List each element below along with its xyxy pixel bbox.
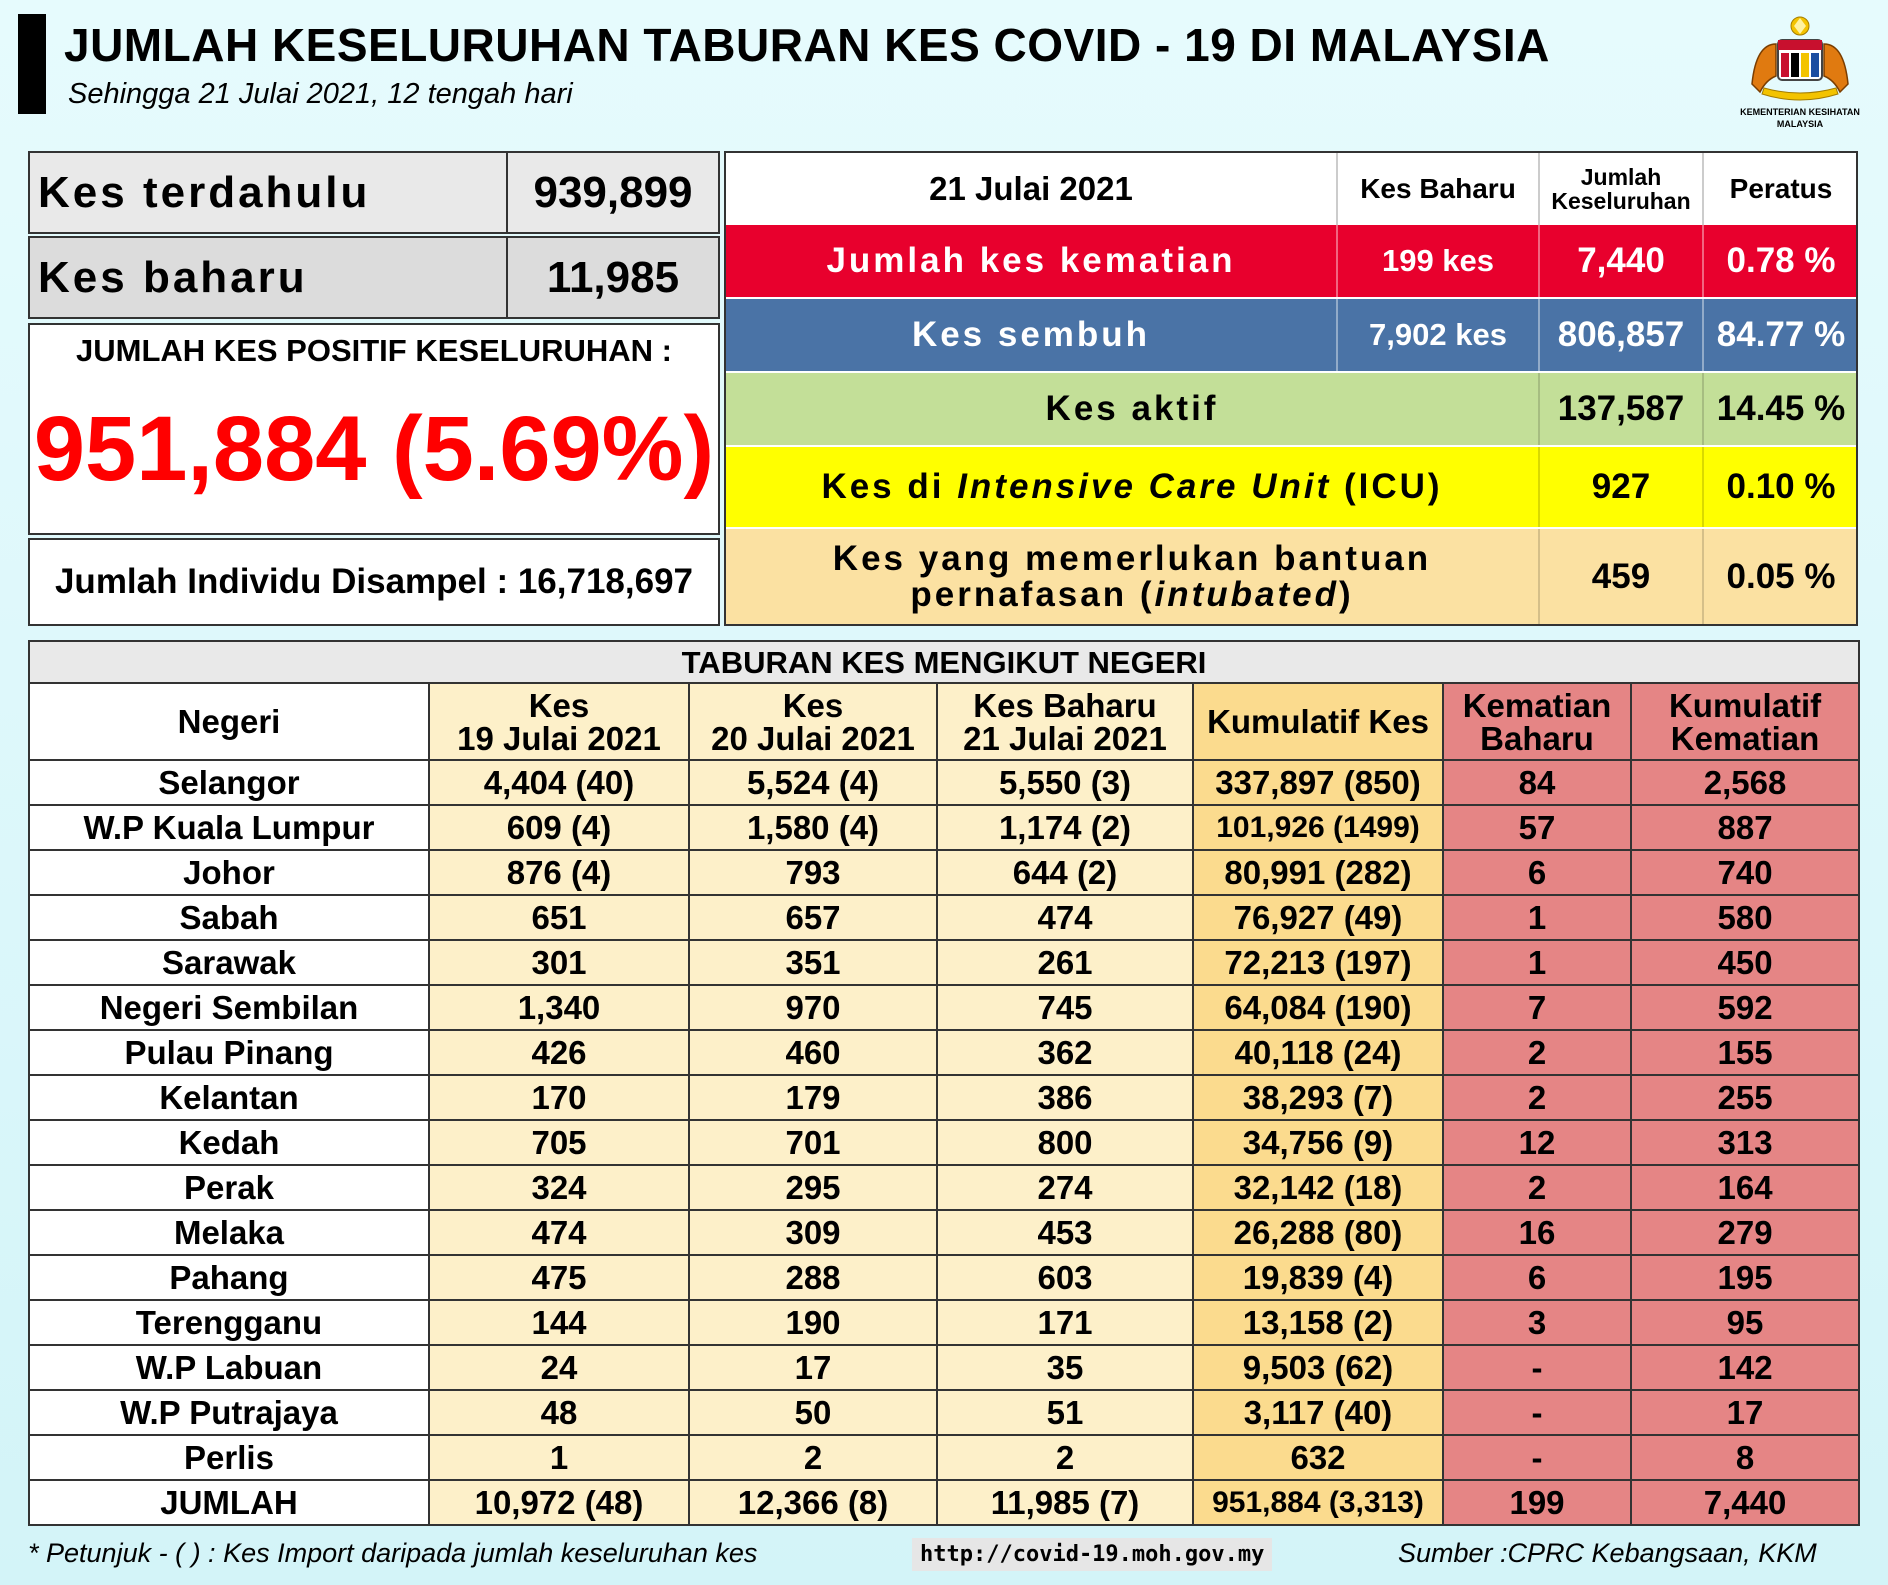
cell-kumulatif-kematian: 2,568 (1631, 760, 1859, 805)
table-row (29, 850, 1859, 895)
cell-kumulatif: 101,926 (1499) (1193, 805, 1443, 850)
cell-kes-20: 793 (689, 850, 937, 895)
stats-row-icu (726, 447, 1856, 527)
intubated-label-line1: Kes yang memerlukan bantuan (832, 538, 1432, 578)
table-row (29, 805, 1859, 850)
col-kes-21-line1: Kes Baharu (973, 686, 1157, 724)
intubated-label (726, 529, 1538, 624)
cell-kes-19: 1,340 (429, 985, 689, 1030)
cell-kes-21: 1,174 (2) (937, 805, 1193, 850)
cell-kes-21: 644 (2) (937, 850, 1193, 895)
source-credit: Sumber :CPRC Kebangsaan, KKM (1398, 1538, 1817, 1568)
active-pct: 14.45 % (1716, 389, 1846, 428)
cell-kes-19: 475 (429, 1255, 689, 1300)
cell-negeri: Melaka (29, 1210, 429, 1255)
stats-col-pct: Peratus (1729, 173, 1833, 204)
cell-negeri: Perlis (29, 1435, 429, 1480)
cell-kes-21: 35 (937, 1345, 1193, 1390)
cell-kumulatif-kematian: 592 (1631, 985, 1859, 1030)
cell-kumulatif-kematian: 164 (1631, 1165, 1859, 1210)
cell-negeri: Pulau Pinang (29, 1030, 429, 1075)
table-row (29, 1480, 1859, 1525)
col-kes-20-line1: Kes (782, 686, 844, 724)
cell-kumulatif-kematian: 279 (1631, 1210, 1859, 1255)
col-negeri: Negeri (29, 683, 429, 760)
cell-kumulatif-kematian: 7,440 (1631, 1480, 1859, 1525)
active-label: Kes aktif (1045, 389, 1219, 428)
previous-cases-row (28, 151, 720, 234)
table-row (29, 1030, 1859, 1075)
cell-kes-19: 1 (429, 1435, 689, 1480)
icu-pct: 0.10 % (1726, 467, 1836, 506)
cell-negeri: Kelantan (29, 1075, 429, 1120)
cell-kes-19: 10,972 (48) (429, 1480, 689, 1525)
cell-kes-21: 171 (937, 1300, 1193, 1345)
cell-kumulatif-kematian: 255 (1631, 1075, 1859, 1120)
stats-row-recovered (726, 299, 1856, 371)
cell-kumulatif: 32,142 (18) (1193, 1165, 1443, 1210)
cell-negeri: Negeri Sembilan (29, 985, 429, 1030)
cell-kes-19: 170 (429, 1075, 689, 1120)
cell-kes-19: 301 (429, 940, 689, 985)
cell-kumulatif: 26,288 (80) (1193, 1210, 1443, 1255)
cell-negeri: Terengganu (29, 1300, 429, 1345)
cell-kumulatif: 9,503 (62) (1193, 1345, 1443, 1390)
active-total: 137,587 (1557, 389, 1685, 428)
stats-row-intubated (726, 529, 1856, 624)
cell-kematian-baharu: 199 (1443, 1480, 1631, 1525)
stats-header-row (726, 153, 1856, 225)
col-kes-20-line2: 20 Julai 2021 (711, 719, 915, 757)
cell-kumulatif: 64,084 (190) (1193, 985, 1443, 1030)
table-row (29, 895, 1859, 940)
cell-kes-21: 800 (937, 1120, 1193, 1165)
cell-kematian-baharu: 1 (1443, 895, 1631, 940)
cell-negeri: Kedah (29, 1120, 429, 1165)
previous-cases-value: 939,899 (533, 167, 693, 217)
cell-negeri: Selangor (29, 760, 429, 805)
cell-kumulatif-kematian: 155 (1631, 1030, 1859, 1075)
total-positive-box (28, 323, 720, 535)
col-kumulatif-kematian (1631, 683, 1859, 760)
intubated-label-post: ) (1338, 574, 1354, 614)
cell-kumulatif-kematian: 142 (1631, 1345, 1859, 1390)
cell-kes-20: 190 (689, 1300, 937, 1345)
intubated-total: 459 (1591, 556, 1651, 596)
footnote: * Petunjuk - ( ) : Kes Import daripada jumlah keseluruhan kes (28, 1538, 758, 1568)
cell-kes-21: 5,550 (3) (937, 760, 1193, 805)
cell-kumulatif: 80,991 (282) (1193, 850, 1443, 895)
cell-kes-20: 288 (689, 1255, 937, 1300)
cell-kumulatif: 13,158 (2) (1193, 1300, 1443, 1345)
cell-kumulatif: 951,884 (3,313) (1193, 1480, 1443, 1525)
stats-row-deaths (726, 225, 1856, 297)
cell-kematian-baharu: 16 (1443, 1210, 1631, 1255)
cell-kumulatif: 38,293 (7) (1193, 1075, 1443, 1120)
cell-negeri: Perak (29, 1165, 429, 1210)
deaths-total: 7,440 (1577, 241, 1665, 280)
col-kematian-line1: Kematian (1462, 686, 1612, 724)
cell-kematian-baharu: 6 (1443, 1255, 1631, 1300)
cell-kematian-baharu: 2 (1443, 1030, 1631, 1075)
col-kes-21 (937, 683, 1193, 760)
cell-kes-19: 474 (429, 1210, 689, 1255)
cell-kes-20: 2 (689, 1435, 937, 1480)
new-cases-row (28, 236, 720, 319)
cell-kumulatif-kematian: 17 (1631, 1390, 1859, 1435)
cell-kes-20: 295 (689, 1165, 937, 1210)
cell-kes-21: 386 (937, 1075, 1193, 1120)
recovered-label: Kes sembuh (911, 315, 1151, 354)
cell-kumulatif: 337,897 (850) (1193, 760, 1443, 805)
col-kematian-baharu (1443, 683, 1631, 760)
cell-negeri: W.P Putrajaya (29, 1390, 429, 1435)
table-row (29, 1390, 1859, 1435)
cell-negeri: W.P Labuan (29, 1345, 429, 1390)
recovered-total: 806,857 (1557, 315, 1685, 354)
table-row (29, 940, 1859, 985)
cell-kes-19: 144 (429, 1300, 689, 1345)
cell-kumulatif: 72,213 (197) (1193, 940, 1443, 985)
new-cases-value: 11,985 (546, 252, 680, 302)
cell-kes-20: 309 (689, 1210, 937, 1255)
recovered-pct: 84.77 % (1716, 315, 1846, 354)
col-kumulatif: Kumulatif Kes (1193, 683, 1443, 760)
cell-kumulatif: 40,118 (24) (1193, 1030, 1443, 1075)
table-row (29, 985, 1859, 1030)
cell-kes-19: 324 (429, 1165, 689, 1210)
sampled-individuals: Jumlah Individu Disampel : 16,718,697 (28, 538, 720, 626)
cell-kes-21: 474 (937, 895, 1193, 940)
cell-negeri: Sabah (29, 895, 429, 940)
stats-table (724, 151, 1858, 626)
cell-kematian-baharu: 2 (1443, 1165, 1631, 1210)
cell-negeri: Pahang (29, 1255, 429, 1300)
table-row (29, 1300, 1859, 1345)
cell-kumulatif: 19,839 (4) (1193, 1255, 1443, 1300)
cell-kumulatif-kematian: 580 (1631, 895, 1859, 940)
new-cases-label: Kes baharu (38, 252, 308, 302)
icu-label-italic: Intensive Care Unit (957, 467, 1332, 506)
cell-kumulatif: 3,117 (40) (1193, 1390, 1443, 1435)
cell-kematian-baharu: 7 (1443, 985, 1631, 1030)
icu-total: 927 (1591, 467, 1651, 506)
cell-negeri: Sarawak (29, 940, 429, 985)
logo-caption-line2: MALAYSIA (1776, 119, 1824, 129)
stats-col-total-line2: Keseluruhan (1551, 188, 1691, 214)
cell-kes-21: 362 (937, 1030, 1193, 1075)
cell-kes-21: 261 (937, 940, 1193, 985)
cell-kumulatif: 34,756 (9) (1193, 1120, 1443, 1165)
cell-kes-21: 11,985 (7) (937, 1480, 1193, 1525)
col-kumulatif-kematian-line1: Kumulatif (1668, 686, 1822, 724)
header-accent-bar (18, 14, 46, 114)
cell-kumulatif-kematian: 450 (1631, 940, 1859, 985)
table-row (29, 1075, 1859, 1120)
deaths-label: Jumlah kes kematian (826, 241, 1236, 280)
cell-kematian-baharu: 84 (1443, 760, 1631, 805)
table-row (29, 1165, 1859, 1210)
cell-kes-21: 603 (937, 1255, 1193, 1300)
total-positive-value: 951,884 (5.69%) (33, 398, 715, 500)
coat-of-arms-icon (1740, 14, 1860, 106)
ministry-logo (1730, 14, 1870, 136)
cell-kes-20: 351 (689, 940, 937, 985)
col-kematian-line2: Baharu (1480, 719, 1594, 757)
stats-col-new: Kes Baharu (1360, 173, 1516, 204)
total-positive-label: JUMLAH KES POSITIF KESELURUHAN : (76, 333, 672, 368)
cell-kes-19: 609 (4) (429, 805, 689, 850)
table-row (29, 1435, 1859, 1480)
cell-kematian-baharu: - (1443, 1390, 1631, 1435)
cell-kes-21: 2 (937, 1435, 1193, 1480)
logo-caption-line1: KEMENTERIAN KESIHATAN (1740, 107, 1860, 117)
cell-kes-21: 745 (937, 985, 1193, 1030)
table-header-row (29, 683, 1859, 760)
intubated-label-line2 (910, 574, 1354, 614)
cell-kes-21: 51 (937, 1390, 1193, 1435)
state-distribution-table (28, 640, 1860, 1526)
cell-kumulatif: 632 (1193, 1435, 1443, 1480)
icu-label-pre: Kes di (821, 467, 958, 506)
cell-kes-20: 50 (689, 1390, 937, 1435)
stats-row-active (726, 373, 1856, 445)
recovered-new: 7,902 kes (1369, 317, 1507, 352)
col-kes-21-line2: 21 Julai 2021 (963, 719, 1167, 757)
stats-col-total-line1: Jumlah (1580, 164, 1662, 190)
cell-kes-20: 1,580 (4) (689, 805, 937, 850)
deaths-pct: 0.78 % (1726, 241, 1836, 280)
table-row (29, 760, 1859, 805)
page-subtitle: Sehingga 21 Julai 2021, 12 tengah hari (68, 78, 573, 110)
cell-kumulatif-kematian: 313 (1631, 1120, 1859, 1165)
cell-kes-21: 453 (937, 1210, 1193, 1255)
cell-kes-20: 460 (689, 1030, 937, 1075)
table-caption: TABURAN KES MENGIKUT NEGERI (29, 641, 1859, 683)
table-caption-row (29, 641, 1859, 683)
cell-kes-20: 701 (689, 1120, 937, 1165)
col-kes-19 (429, 683, 689, 760)
col-kes-19-line2: 19 Julai 2021 (457, 719, 661, 757)
cell-kes-20: 17 (689, 1345, 937, 1390)
cell-kes-20: 657 (689, 895, 937, 940)
stats-col-total (1540, 153, 1702, 225)
col-kes-20 (689, 683, 937, 760)
cell-kes-19: 426 (429, 1030, 689, 1075)
icu-label-post: (ICU) (1331, 467, 1443, 506)
cell-kumulatif-kematian: 740 (1631, 850, 1859, 895)
previous-cases-label: Kes terdahulu (38, 167, 371, 217)
cell-kematian-baharu: 6 (1443, 850, 1631, 895)
cell-kes-19: 876 (4) (429, 850, 689, 895)
cell-negeri: Johor (29, 850, 429, 895)
deaths-new: 199 kes (1381, 243, 1495, 278)
table-row (29, 1255, 1859, 1300)
cell-kumulatif-kematian: 8 (1631, 1435, 1859, 1480)
col-kes-19-line1: Kes (528, 686, 590, 724)
table-body (29, 760, 1859, 1525)
cell-kes-20: 12,366 (8) (689, 1480, 937, 1525)
intubated-label-pre: pernafasan ( (910, 574, 1155, 614)
cell-kematian-baharu: 1 (1443, 940, 1631, 985)
cell-kematian-baharu: 57 (1443, 805, 1631, 850)
cell-kematian-baharu: - (1443, 1435, 1631, 1480)
cell-kematian-baharu: - (1443, 1345, 1631, 1390)
cell-kematian-baharu: 2 (1443, 1075, 1631, 1120)
cell-kumulatif: 76,927 (49) (1193, 895, 1443, 940)
cell-kes-19: 651 (429, 895, 689, 940)
cell-kes-21: 274 (937, 1165, 1193, 1210)
icu-label (726, 447, 1538, 527)
table-row (29, 1210, 1859, 1255)
intubated-pct: 0.05 % (1726, 556, 1836, 596)
cell-kumulatif-kematian: 195 (1631, 1255, 1859, 1300)
cell-kes-20: 970 (689, 985, 937, 1030)
cell-kumulatif-kematian: 887 (1631, 805, 1859, 850)
table-row (29, 1345, 1859, 1390)
cell-kematian-baharu: 12 (1443, 1120, 1631, 1165)
cell-kes-19: 48 (429, 1390, 689, 1435)
cell-kes-20: 5,524 (4) (689, 760, 937, 805)
cell-kes-19: 24 (429, 1345, 689, 1390)
stats-date: 21 Julai 2021 (929, 170, 1133, 207)
cell-kematian-baharu: 3 (1443, 1300, 1631, 1345)
cell-negeri: JUMLAH (29, 1480, 429, 1525)
intubated-label-italic: intubated (1154, 574, 1339, 614)
col-kumulatif-kematian-line2: Kematian (1670, 719, 1820, 757)
cell-kes-20: 179 (689, 1075, 937, 1120)
cell-kes-19: 705 (429, 1120, 689, 1165)
table-row (29, 1120, 1859, 1165)
source-url-link[interactable]: http://covid-19.moh.gov.my (912, 1538, 1272, 1571)
cell-kumulatif-kematian: 95 (1631, 1300, 1859, 1345)
cell-kes-19: 4,404 (40) (429, 760, 689, 805)
cell-negeri: W.P Kuala Lumpur (29, 805, 429, 850)
page-title: JUMLAH KESELURUHAN TABURAN KES COVID - 19 DI MALAYSIA (64, 19, 1550, 71)
